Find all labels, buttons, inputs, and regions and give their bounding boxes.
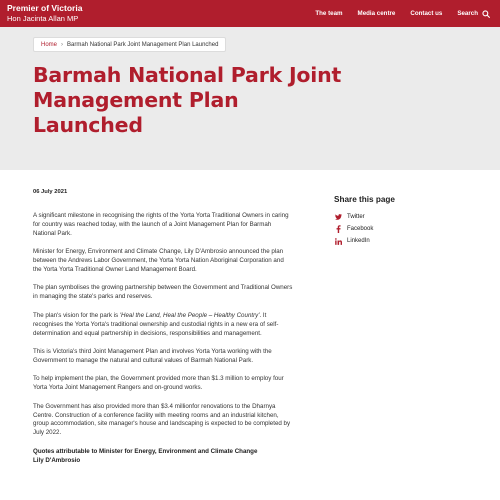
publish-date: 06 July 2021	[33, 189, 68, 195]
share-item-label: Twitter	[347, 214, 365, 220]
nav-item-contact-us[interactable]: Contact us	[410, 10, 443, 17]
article-paragraph: To help implement the plan, the Government provided more than $1.3 million to employ four Yorta Yorta Joint Management Rangers and on-ground works.	[33, 375, 284, 392]
article-paragraph: The plan symbolises the growing partnership between the Government and Traditional Owners in managing the state's parks and reserves.	[33, 284, 293, 301]
share-item-label: Facebook	[347, 226, 374, 232]
page-hero	[0, 27, 500, 170]
quotes-heading: Quotes attributable to Minister for Energy, Environment and Climate Change	[33, 447, 258, 455]
search-button[interactable]	[457, 10, 490, 18]
article-paragraph	[33, 312, 293, 339]
share-item-label: LinkedIn	[347, 238, 370, 244]
facebook-icon	[334, 225, 342, 233]
site-title[interactable]: Premier of Victoria	[7, 3, 83, 13]
breadcrumb-current: Barmah National Park Joint Management Plan Launched	[67, 41, 219, 48]
quotes-heading-name: Lily D'Ambrosio	[33, 456, 81, 464]
share-twitter-link[interactable]	[334, 211, 484, 223]
article-paragraph: The Government has also provided more than $3.4 millionfor renovations to the Dharnya Centre. Construction of a conference facility with meeting rooms and an industrial kitchen, group accommodation, site manager's house and landscaping is expected to be completed by July 2022.	[33, 402, 291, 437]
main-nav	[315, 0, 500, 27]
chevron-right-icon: ›	[61, 41, 64, 48]
paragraph-text: The plan's vision for the park is	[33, 311, 120, 319]
share-title: Share this page	[334, 195, 395, 204]
site-header	[0, 0, 500, 27]
breadcrumb	[33, 37, 226, 52]
article-paragraph: This is Victoria's third Joint Management Plan and involves Yorta Yorta working with the Government to manage the natural and cultural values of Barmah National Park.	[33, 347, 272, 364]
vision-quote: 'Heal the Land, Heal the People – Healthy Country'	[119, 311, 260, 319]
article-paragraph: A significant milestone in recognising the rights of the Yorta Yorta Traditional Owners in caring for country was reached today, with the launch of a Joint Management Plan for Barmah National Park.	[33, 212, 289, 237]
linkedin-icon	[334, 238, 342, 245]
nav-item-media-centre[interactable]: Media centre	[357, 10, 396, 17]
twitter-icon	[334, 214, 342, 220]
article-paragraph: Minister for Energy, Environment and Climate Change, Lily D'Ambrosio announced the plan between the Andrews Labor Government, the Yorta Yorta Nation Aboriginal Corporation and the Yorta Yorta Traditional Owner Land Management Board.	[33, 248, 284, 274]
share-panel	[334, 195, 484, 247]
share-linkedin-link[interactable]	[334, 235, 484, 247]
site-subtitle: Hon Jacinta Allan MP	[7, 14, 79, 23]
search-label: Search	[457, 10, 478, 17]
breadcrumb-home-link[interactable]: Home	[41, 41, 58, 48]
article-body	[33, 212, 293, 466]
paragraph-text: . It recognises the Yorta Yorta's traditional ownership and custodial rights in a new era of self-determination and equal partnership in decisions, responsibilities and management.	[33, 311, 279, 337]
page-title: Barmah National Park Joint Management Plan Launched	[33, 63, 342, 137]
share-facebook-link[interactable]	[334, 223, 484, 235]
search-icon	[482, 10, 490, 18]
site-logo[interactable]	[7, 4, 82, 23]
nav-item-the-team[interactable]: The team	[315, 10, 343, 17]
